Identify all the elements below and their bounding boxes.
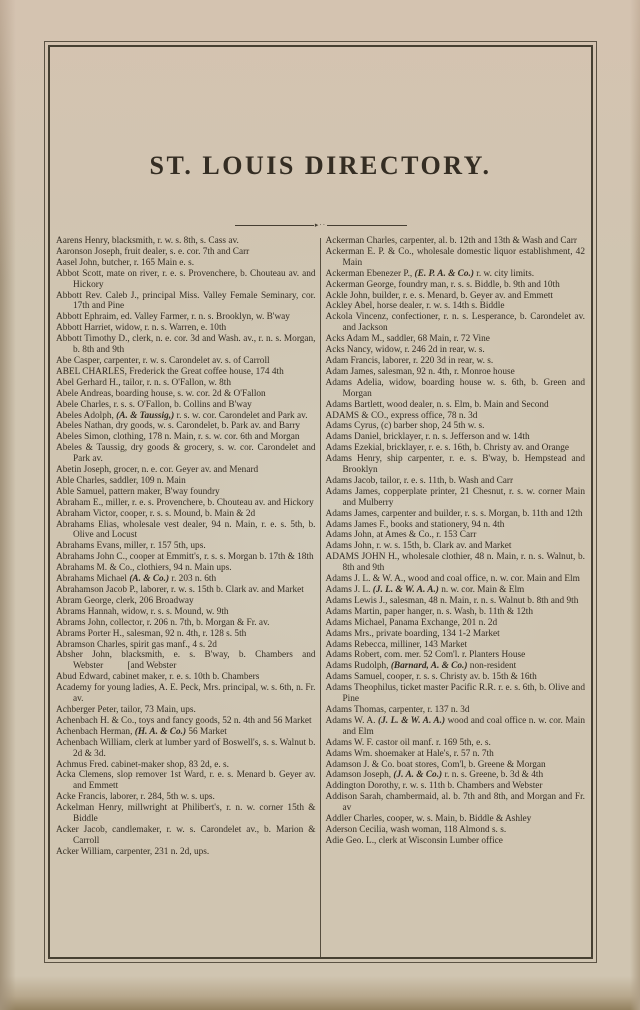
directory-entry: Abramson Charles, spirit gas manf., 4 s. 2d [56,639,217,650]
directory-entry: ADAMS JOHN H., wholesale clothier, 48 n. Main, r. n. s. Walnut, b. 8th and 9th [325,552,585,574]
directory-entry: Aderson Cecilia, wash woman, 118 Almond s. s. [325,824,507,835]
directory-entry: Adams John, at Ames & Co., r. 153 Carr [325,530,477,541]
entry-firm-name: (H. A. & Co.) [134,726,187,737]
directory-entry: Abeles Nathan, dry goods, w. s. Carondelet, b. Park av. and Barry [56,421,301,432]
directory-entry: Adam Francis, laborer, r. 220 3d in rear, w. s. [325,355,494,366]
directory-entry: Abrahams Elias, wholesale vest dealer, 94 n. Main, r. e. s. 5th, b. Olive and Locust [56,519,316,541]
directory-entry: Ackerman E. P. & Co., wholesale domestic liquor establishment, 42 Main [325,246,585,268]
entry-firm-name: (J. L. & W. A. A.) [372,585,439,595]
directory-entry: ABEL CHARLES, Frederick the Great coffee house, 174 4th [56,366,284,377]
directory-entry: Adams Samuel, cooper, r. s. s. Christy av. b. 15th & 16th [325,672,537,683]
directory-entry: Able Samuel, pattern maker, B'way foundry [56,486,220,497]
directory-entry: Abbott Ephraim, ed. Valley Farmer, r. n. s. Brooklyn, w. B'way [56,312,290,323]
directory-entry: Acker Jacob, candlemaker, r. w. s. Carondelet av., b. Marion & Carroll [56,824,316,846]
directory-entry: Addler Charles, cooper, w. s. Main, b. Biddle & Ashley [325,814,532,825]
directory-entry: Adams James F., books and stationery, 94 n. 4th [325,519,505,530]
directory-entry: Addington Dorothy, r. w. s. 11th b. Chambers and Webster [325,781,543,792]
directory-entry: Acks Adam M., saddler, 68 Main, r. 72 Vine [325,334,490,345]
directory-entry: Adams Henry, ship carpenter, r. e. s. B'way, b. Hempstead and Brooklyn [325,454,585,476]
directory-entry: Abraham Victor, cooper, r. s. s. Mound, b. Main & 2d [56,508,256,519]
entry-firm-name: (A. & Co.) [129,574,170,585]
directory-entry: Acks Nancy, widow, r. 246 2d in rear, w. s. [325,345,485,356]
directory-entry: Abrahams John C., cooper at Emmitt's, r. s. s. Morgan b. 17th & 18th [56,552,314,563]
entry-firm-name: (E. P. A. & Co.) [414,268,474,279]
directory-entry: Adams Cyrus, (c) barber shop, 24 5th w. s. [325,421,485,432]
directory-entry: Abel Gerhard H., tailor, r. n. s. O'Fallon, w. 8th [56,377,231,388]
directory-column-right [322,236,585,958]
directory-column-left [56,236,318,958]
directory-entry: Abbott Timothy D., clerk, n. e. cor. 3d and Wash. av., r. n. s. Morgan, b. 8th and 9th [56,334,316,356]
directory-entry: Adams Adelia, widow, boarding house w. s. 6th, b. Green and Morgan [325,377,585,399]
entry-catchword: [and Webster [127,661,177,672]
directory-entry: Abbott Harriet, widow, r. n. s. Warren, e. 10th [56,323,227,334]
directory-entry: Addison Sarah, chambermaid, al. b. 7th and 8th, and Morgan and Fr. av [325,792,585,814]
directory-entry: Acker William, carpenter, 231 n. 2d, ups. [56,846,210,857]
column-rule [320,238,321,958]
directory-entry: Abeles Adolph, (A. & Taussig,) r. s. w. cor. Carondelet and Park av. [56,410,308,421]
directory-entry: Abele Charles, r. s. s. O'Fallon, b. Collins and B'way [56,399,252,410]
directory-entry: Adams Theophilus, ticket master Pacific R.R. r. e. s. 6th, b. Olive and Pine [325,683,585,705]
directory-entry: Adams Martin, paper hanger, n. s. Wash, b. 11th & 12th [325,606,533,617]
page-border-inner-rule [48,45,593,959]
directory-entry: Adams J. L. (J. L. & W. A. A.) n. w. cor. Main & Elm [325,585,525,595]
directory-entry: Adams J. L. & W. A., wood and coal office, n. w. cor. Main and Elm [325,574,580,585]
directory-entry: Adamson Joseph, (J. A. & Co.) r. n. s. Greene, b. 3d & 4th [325,770,544,781]
directory-entry: Abeles Simon, clothing, 178 n. Main, r. s. w. cor. 6th and Morgan [56,432,300,443]
directory-entry: Achenbach Herman, (H. A. & Co.) 56 Market [56,726,227,737]
directory-entry: Ackerman Charles, carpenter, al. b. 12th and 13th & Wash and Carr [325,236,577,246]
directory-entry: Achenbach William, clerk at lumber yard of Boswell's, s. s. Walnut b. 2d & 3d. [56,737,316,759]
entry-firm-name: (J. A. & Co.) [393,770,443,781]
divider-line-right [327,225,406,226]
directory-entry: Abetin Joseph, grocer, n. e. cor. Geyer av. and Menard [56,465,259,476]
directory-entry: Able Charles, saddler, 109 n. Main [56,475,186,486]
directory-entry: Achenbach H. & Co., toys and fancy goods, 52 n. 4th and 56 Market [56,715,312,726]
directory-entry: Abbott Rev. Caleb J., principal Miss. Valley Female Seminary, cor. 17th and Pine [56,290,316,312]
directory-entry: Adams Ezekial, bricklayer, r. e. s. 16th, b. Christy av. and Orange [325,443,570,454]
directory-entry: Ackerman George, foundry man, r. s. s. Biddle, b. 9th and 10th [325,279,560,290]
directory-entry: Adamson J. & Co. boat stores, Com'l, b. Greene & Morgan [325,759,546,770]
directory-entry: Abrams Hannah, widow, r. s. s. Mound, w. 9th [56,606,229,617]
directory-entry: Adam James, salesman, 92 n. 4th, r. Monroe house [325,366,515,377]
directory-entry: Adams James, copperplate printer, 21 Chesnut, r. s. w. corner Main and Mulberry [325,486,585,508]
directory-entry: Adie Geo. L., clerk at Wisconsin Lumber office [325,835,503,846]
directory-entry: Adams Robert, com. mer. 52 Com'l. r. Planters House [325,650,526,661]
directory-columns [56,236,585,958]
directory-entry: Abrams John, collector, r. 206 n. 7th, b. Morgan & Fr. av. [56,617,270,628]
title-divider [235,221,407,229]
directory-entry: Adams Lewis J., salesman, 48 n. Main, r. n. s. Walnut b. 8th and 9th [325,595,579,606]
directory-entry: Achmus Fred. cabinet-maker shop, 83 2d, e. s. [56,759,229,770]
entry-firm-name: (J. L. & W. A. A.) [377,715,446,726]
directory-entry: Adams W. F. castor oil manf. r. 169 5th, e. s. [325,737,491,748]
directory-entry: Aarens Henry, blacksmith, r. w. s. 8th, s. Cass av. [56,236,239,246]
directory-entry: Adams Rebecca, milliner, 143 Market [325,639,468,650]
directory-entry: Ackle John, builder, r. e. s. Menard, b. Geyer av. and Emmett [325,290,553,301]
directory-entry: Adams Michael, Panama Exchange, 201 n. 2d [325,617,498,628]
page-title: ST. LOUIS DIRECTORY. [149,151,492,180]
directory-entry: Ackley Abel, horse dealer, r. w. s. 14th s. Biddle [325,301,505,312]
directory-entry: Abele Andreas, boarding house, s. w. cor. 2d & O'Fallon [56,388,266,399]
directory-entry: Abe Casper, carpenter, r. w. s. Carondelet av. s. of Carroll [56,355,270,366]
directory-entry: Abrams Porter H., salesman, 92 n. 4th, r. 128 s. 5th [56,628,247,639]
directory-entry: Abrahamson Jacob P., laborer, r. w. s. 15th b. Clark av. and Market [56,585,304,595]
directory-entry: Acka Clemens, slop remover 1st Ward, r. e. s. Menard b. Geyer av. and Emmett [56,770,316,792]
directory-entry: Abeles & Taussig, dry goods & grocery, s. w. cor. Carondelet and Park av. [56,443,316,465]
directory-entry: Absher John, blacksmith, e. s. B'way, b. Chambers and Webster [and Webster [56,650,316,672]
directory-entry: Adams W. A. (J. L. & W. A. A.) wood and coal office n. w. cor. Main and Elm [325,715,585,737]
directory-entry: Adams Mrs., private boarding, 134 1-2 Market [325,628,500,639]
entry-firm-name: (A. & Taussig,) [116,410,175,421]
directory-entry: ADAMS & CO., express office, 78 n. 3d [325,410,478,421]
directory-entry: Abrahams Evans, miller, r. 157 5th, ups. [56,541,206,552]
directory-entry: Academy for young ladies, A. E. Peck, Mrs. principal, w. s. 6th, n. Fr. av. [56,683,316,705]
directory-entry: Abram George, clerk, 206 Broadway [56,595,194,606]
directory-entry: Adams James, carpenter and builder, r. s. s. Morgan, b. 11th and 12th [325,508,583,519]
directory-entry: Abbot Scott, mate on river, r. e. s. Provenchere, b. Chouteau av. and Hickory [56,268,316,290]
directory-entry: Achberger Peter, tailor, 73 Main, ups. [56,704,196,715]
directory-entry: Acke Francis, laborer, r. 284, 5th w. s. ups. [56,792,215,803]
directory-entry: Adams Bartlett, wood dealer, n. s. Elm, b. Main and Second [325,399,549,410]
directory-entry: Adams Daniel, bricklayer, r. n. s. Jefferson and w. 14th [325,432,530,443]
directory-entry: Aasel John, butcher, r. 165 Main e. s. [56,257,195,268]
directory-entry: Abrahams Michael (A. & Co.) r. 203 n. 6th [56,574,217,585]
page-border-frame [44,41,597,963]
divider-line-left [235,225,314,226]
directory-entry: Aaronson Joseph, fruit dealer, s. e. cor. 7th and Carr [56,246,250,257]
directory-entry: Ackola Vincenz, confectioner, r. n. s. Lesperance, b. Carondelet av. and Jackson [325,312,585,334]
directory-entry: Abud Edward, cabinet maker, r. e. s. 10th b. Chambers [56,672,260,683]
directory-entry: Adams Thomas, carpenter, r. 137 n. 3d [325,704,470,715]
entry-firm-name: (Barnard, A. & Co.) [390,661,468,672]
directory-entry: Ackelman Henry, millwright at Philibert's, r. n. w. corner 15th & Biddle [56,803,316,825]
directory-entry: Ackerman Ebenezer P., (E. P. A. & Co.) r. w. city limits. [325,268,535,279]
divider-ornament-icon: ▸·· [314,221,327,229]
directory-entry: Adams Jacob, tailor, r. e. s. 11th, b. Wash and Carr [325,475,514,486]
directory-entry: Adams Rudolph, (Barnard, A. & Co.) non-resident [325,661,517,672]
directory-entry: Abrahams M. & Co., clothiers, 94 n. Main ups. [56,563,232,574]
directory-entry: Adams John, r. w. s. 15th, b. Clark av. and Market [325,541,512,552]
directory-entry: Abraham E., miller, r. e. s. Provenchere, b. Chouteau av. and Hickory [56,497,314,508]
directory-entry: Adams Wm. shoemaker at Hale's, r. 57 n. 7th [325,748,494,759]
